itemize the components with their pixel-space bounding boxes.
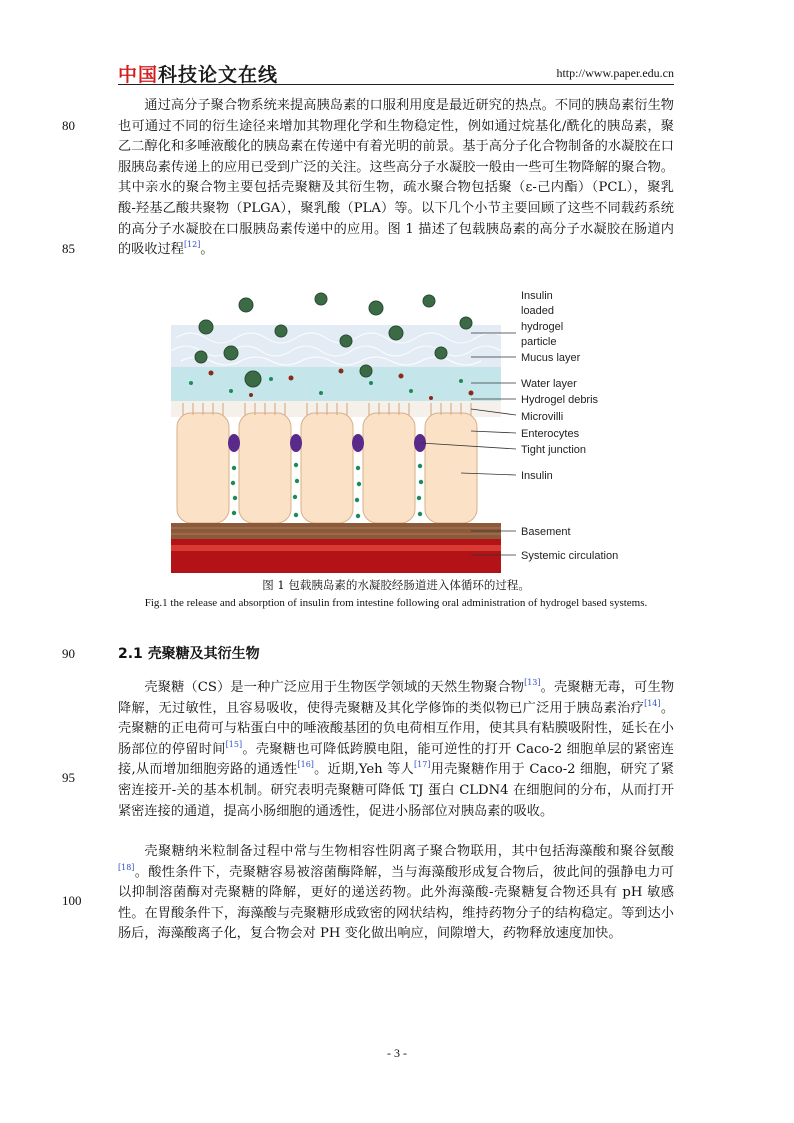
section-heading: 2.1 壳聚糖及其衍生物 bbox=[118, 646, 260, 662]
citation[interactable]: [14] bbox=[644, 698, 661, 708]
systemic-circulation bbox=[171, 539, 501, 573]
line-number: 85 bbox=[62, 241, 75, 256]
enterocytes bbox=[177, 413, 477, 523]
label-insulin-loaded: Insulin bbox=[521, 290, 553, 302]
label-particle: particle bbox=[521, 336, 557, 348]
label-hydrogel: hydrogel bbox=[521, 321, 564, 333]
label-water-layer: Water layer bbox=[521, 378, 577, 390]
site-url[interactable]: http://www.paper.edu.cn bbox=[556, 66, 674, 80]
citation[interactable]: [18] bbox=[118, 862, 135, 872]
intro-paragraph: 通过高分子聚合物系统来提高胰岛素的口服利用度是最近研究的热点。不同的胰岛素衍生物也可通过不同的衍生途径来增加其物理化学和生物稳定性，例如通过烷基化/酰化的胰岛素，聚乙二醇化和多唾液酸化的胰岛素在传递中有着光明的前景。基于高分子化合物制备的水凝胶在口服胰岛素传递上的应用已受到广泛的关注。这些高分子水凝胶一般由一些可生物降解的聚合物。其中亲水的聚合物主要包括壳聚糖及其衍生物，疏水聚合物包括聚（ε-己内酯）（PCL），聚乳酸-羟基乙酸共聚物（PLGA），聚乳酸（PLA）等。以下几个小节主要回顾了这些不同载药系统的高分子水凝胶在口服胰岛素传递中的应用。图 1 描述了包载胰岛素的高分子水凝胶在肠道内的吸收过程[12]。 bbox=[118, 98, 674, 258]
page-number: - 3 - bbox=[387, 1046, 407, 1060]
water-layer bbox=[171, 367, 501, 401]
label-mucus-layer: Mucus layer bbox=[521, 352, 581, 364]
label-enterocytes: Enterocytes bbox=[521, 428, 580, 440]
line-number: 100 bbox=[62, 893, 82, 908]
figure-caption-en: Fig.1 the release and absorption of insulin from intestine following oral administration of hydrogel based systems. bbox=[144, 597, 648, 609]
body-paragraph-2: 壳聚糖纳米粒制备过程中常与生物相容性阴离子聚合物联用，其中包括海藻酸和聚谷氨酸[18]。酸性条件下，壳聚糖容易被溶菌酶降解，当与海藻酸形成复合物后，彼此间的强静电力可以抑制溶菌酶对壳聚糖的降解，更好的递送药物。此外海藻酸-壳聚糖复合物还具有 pH 敏感性。在胃酸条件下，海藻酸与壳聚糖形成致密的网状结构，维持药物分子的结构稳定。等到达小肠后，海藻酸离子化，复合物会对 PH 变化做出响应，间隙增大，药物释放速度加快。 bbox=[118, 844, 674, 942]
journal-logo: 中国科技论文在线 bbox=[118, 64, 279, 86]
line-number: 90 bbox=[62, 646, 75, 661]
label-loaded: loaded bbox=[521, 305, 555, 317]
citation[interactable]: [15] bbox=[225, 739, 243, 749]
citation[interactable]: [16] bbox=[297, 760, 314, 770]
label-systemic-circulation: Systemic circulation bbox=[521, 550, 619, 562]
line-number: 80 bbox=[62, 118, 75, 133]
hydrogel-absorption-diagram bbox=[171, 283, 631, 575]
label-tight-junction: Tight junction bbox=[521, 444, 587, 456]
figure-caption-cn: 图 1 包载胰岛素的水凝胶经肠道进入体循环的过程。 bbox=[262, 578, 530, 592]
figure-1 bbox=[171, 283, 631, 575]
body-paragraph-1: 壳聚糖（CS）是一种广泛应用于生物医学领域的天然生物聚合物[13]。壳聚糖无毒，可生物降解，无过敏性，且容易吸收，使得壳聚糖及其化学修饰的类似物已广泛用于胰岛素治疗[14]。壳聚糖的正电荷可与粘蛋白中的唾液酸基团的负电荷相互作用，使其具有粘膜吸附性，延长在小肠部位的停留时间[15]。壳聚糖也可降低跨膜电阻，能可逆性的打开 Caco-2 细胞单层的紧密连接,从而增加细胞旁路的通透性[16]。近期,Yeh 等人[17]用壳聚糖作用于 Caco-2 细胞，研究了紧密连接开-关的基本机制。研究表明壳聚糖可降低 TJ 蛋白 CLDN4 在细胞间的分布，从而打开紧密连接的通道，提高小肠细胞的通透性，促进小肠部位对胰岛素的吸收。 bbox=[118, 678, 675, 819]
basement-membrane bbox=[171, 523, 501, 539]
page-header bbox=[118, 58, 674, 84]
citation[interactable]: [12] bbox=[183, 240, 201, 250]
line-number: 95 bbox=[62, 770, 75, 785]
label-hydrogel-debris: Hydrogel debris bbox=[521, 394, 599, 406]
label-insulin: Insulin bbox=[521, 470, 553, 482]
citation[interactable]: [17] bbox=[414, 760, 431, 770]
header-rule bbox=[118, 84, 674, 85]
label-basement: Basement bbox=[521, 526, 571, 538]
label-microvilli: Microvilli bbox=[521, 411, 564, 423]
citation[interactable]: [13] bbox=[524, 678, 541, 687]
